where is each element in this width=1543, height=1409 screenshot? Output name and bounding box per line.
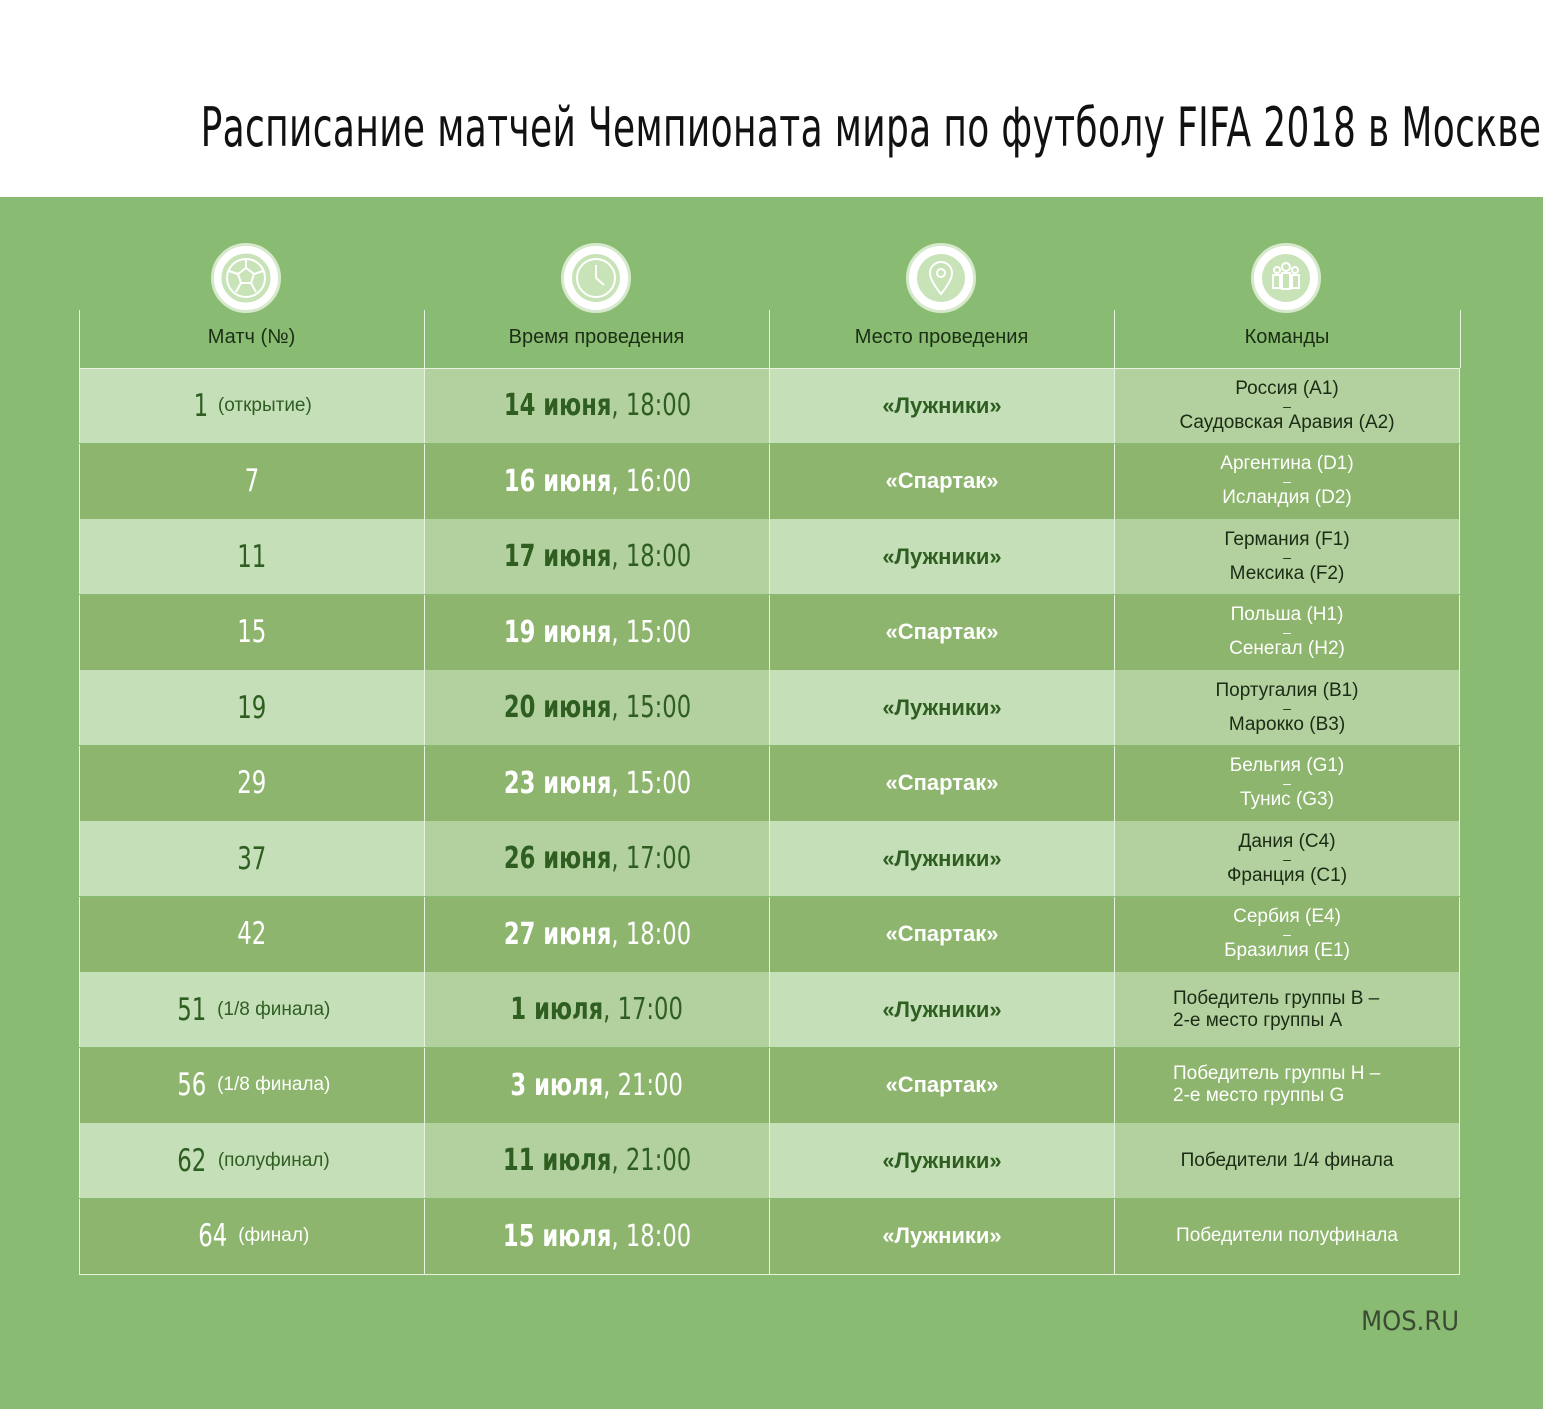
match-number: 7	[244, 463, 260, 499]
match-venue-cell	[769, 670, 1114, 745]
team-separator: –	[1283, 850, 1291, 867]
match-datetime	[511, 1068, 683, 1103]
match-date: 23 июня	[503, 765, 611, 801]
match-venue-cell	[769, 1048, 1114, 1123]
match-venue: «Лужники»	[882, 543, 1002, 569]
match-time-cell	[424, 897, 769, 972]
table-row	[79, 821, 1460, 896]
match-time: , 17:00	[603, 992, 684, 1027]
match-number: 64	[197, 1218, 228, 1254]
match-teams-cell	[1114, 444, 1460, 519]
match-number-cell	[79, 595, 424, 670]
team-home: Бельгия (G1)	[1229, 755, 1345, 776]
match-time: , 15:00	[610, 690, 691, 725]
team-separator: –	[1283, 548, 1291, 565]
team-away: Саудовская Аравия (A2)	[1179, 411, 1395, 433]
match-time-cell	[424, 595, 769, 670]
match-number: 37	[237, 840, 267, 877]
match-time-cell	[424, 1123, 769, 1198]
match-time: , 18:00	[611, 1218, 692, 1254]
match-datetime	[503, 690, 690, 725]
match-teams-cell	[1114, 1048, 1460, 1123]
match-venue: «Лужники»	[882, 845, 1002, 871]
team-home: Дания (C4)	[1238, 830, 1336, 852]
match-venue: «Лужники»	[882, 1147, 1002, 1173]
match-datetime	[503, 1143, 691, 1178]
match-venue: «Спартак»	[885, 619, 999, 644]
row-divider	[79, 1274, 1460, 1275]
match-time: , 15:00	[610, 614, 691, 650]
team-home: Сербия (E4)	[1233, 906, 1341, 927]
match-time-cell	[424, 670, 769, 745]
match-time: , 18:00	[610, 916, 691, 952]
match-teams-cell	[1114, 746, 1460, 821]
team-away: Тунис (G3)	[1240, 789, 1334, 810]
column-header-teams: Команды	[1244, 326, 1330, 348]
match-time-cell	[424, 444, 769, 519]
match-number: 1	[193, 387, 209, 424]
team-home: Португалия (B1)	[1215, 679, 1359, 701]
match-teams-cell	[1114, 368, 1460, 443]
match-venue: «Спартак»	[885, 468, 999, 493]
team-away: 2-е место группы G	[1173, 1085, 1345, 1106]
table-row	[79, 1123, 1460, 1198]
match-date: 3 июля	[510, 1067, 604, 1103]
match-teams-cell	[1114, 670, 1460, 745]
table-row	[79, 746, 1460, 821]
match-number-cell	[79, 821, 424, 896]
match-venue-cell	[769, 897, 1114, 972]
column-divider	[1460, 310, 1461, 368]
team-separator: –	[1283, 473, 1291, 489]
match-venue-cell	[769, 368, 1114, 443]
match-date: 27 июня	[503, 916, 611, 952]
team-home: Аргентина (D1)	[1220, 453, 1354, 474]
match-number: 15	[237, 614, 267, 650]
table-row	[79, 444, 1460, 519]
match-venue: «Спартак»	[885, 921, 999, 946]
match-number-cell	[79, 897, 424, 972]
match-teams-cell	[1114, 1123, 1460, 1198]
team-home: Победитель группы H –	[1173, 1063, 1381, 1084]
match-date: 15 июля	[502, 1218, 612, 1254]
team-home: Польша (H1)	[1230, 604, 1344, 625]
column-header-match: Матч (№)	[207, 326, 296, 348]
match-date: 20 июня	[503, 690, 611, 725]
match-datetime	[511, 992, 683, 1027]
match-date: 1 июля	[510, 992, 604, 1027]
match-venue: «Лужники»	[882, 1223, 1002, 1248]
match-time-cell	[424, 1199, 769, 1274]
table-row	[79, 1199, 1460, 1274]
match-venue: «Лужники»	[882, 392, 1002, 418]
header	[0, 0, 1543, 197]
team-away: Исландия (D2)	[1222, 487, 1352, 508]
team-icon	[1251, 243, 1321, 313]
match-venue-cell	[769, 1123, 1114, 1198]
match-time-cell	[424, 746, 769, 821]
table-row	[79, 972, 1460, 1047]
match-number-cell	[79, 670, 424, 745]
match-date: 17 июня	[503, 539, 611, 574]
row-divider	[79, 368, 1460, 369]
table-row	[79, 595, 1460, 670]
team-home: Победители 1/4 финала	[1180, 1149, 1394, 1171]
match-teams-cell	[1114, 595, 1460, 670]
match-number-cell	[79, 519, 424, 594]
team-away: Бразилия (E1)	[1224, 940, 1350, 961]
column-header-time: Время проведения	[508, 326, 685, 348]
match-number-cell	[79, 1199, 424, 1274]
match-number-cell	[79, 368, 424, 443]
match-date: 14 июня	[503, 388, 611, 423]
match-teams-cell	[1114, 821, 1460, 896]
match-stage-note: (1/8 финала)	[217, 1074, 331, 1095]
match-datetime	[503, 841, 690, 876]
team-away: Мексика (F2)	[1229, 562, 1345, 584]
match-date: 26 июня	[503, 841, 611, 876]
match-datetime	[503, 539, 690, 574]
clock-icon	[561, 243, 631, 313]
match-time: , 21:00	[603, 1067, 684, 1103]
team-home: Россия (A1)	[1235, 377, 1339, 399]
match-number-cell	[79, 746, 424, 821]
match-venue-cell	[769, 595, 1114, 670]
team-separator: –	[1283, 699, 1291, 716]
match-stage-note: (полуфинал)	[217, 1149, 330, 1171]
team-separator: –	[1283, 775, 1291, 791]
match-teams-cell	[1114, 972, 1460, 1047]
match-venue-cell	[769, 519, 1114, 594]
match-stage-note: (1/8 финала)	[217, 998, 331, 1020]
match-venue-cell	[769, 1199, 1114, 1274]
match-number-cell	[79, 444, 424, 519]
match-date: 16 июня	[503, 463, 611, 499]
match-time: , 16:00	[610, 463, 691, 499]
match-datetime	[503, 1219, 691, 1254]
team-separator: –	[1283, 926, 1291, 942]
table-row	[79, 1048, 1460, 1123]
match-venue: «Спартак»	[885, 1072, 999, 1097]
team-away: Франция (C1)	[1226, 864, 1348, 886]
match-time: , 17:00	[610, 841, 691, 876]
table-row	[79, 897, 1460, 972]
location-pin-icon	[906, 243, 976, 313]
match-number: 62	[177, 1142, 207, 1179]
match-number: 19	[237, 689, 267, 726]
match-time: , 18:00	[610, 388, 691, 423]
match-date: 11 июля	[502, 1143, 612, 1178]
team-away: Сенегал (H2)	[1229, 638, 1345, 659]
match-date: 19 июня	[503, 614, 611, 650]
match-teams-cell	[1114, 1199, 1460, 1274]
match-time-cell	[424, 821, 769, 896]
match-time: , 21:00	[611, 1143, 692, 1178]
team-home: Германия (F1)	[1224, 528, 1350, 550]
page-title: Расписание матчей Чемпионата мира по футболу FIFA 2018 в Москве	[200, 96, 1542, 159]
match-time: , 15:00	[610, 765, 691, 801]
team-separator: –	[1283, 624, 1291, 640]
match-time-cell	[424, 368, 769, 443]
match-number: 11	[237, 538, 267, 575]
team-home: Победитель группы B –	[1173, 987, 1380, 1009]
match-datetime	[503, 388, 690, 423]
match-venue-cell	[769, 444, 1114, 519]
match-number-cell	[79, 1048, 424, 1123]
match-venue-cell	[769, 821, 1114, 896]
match-number: 42	[237, 916, 267, 952]
football-icon	[211, 243, 281, 313]
table-row	[79, 368, 1460, 443]
match-number: 51	[176, 991, 206, 1028]
match-venue-cell	[769, 972, 1114, 1047]
match-venue: «Лужники»	[882, 996, 1002, 1022]
match-time-cell	[424, 972, 769, 1047]
match-number-cell	[79, 1123, 424, 1198]
match-venue: «Лужники»	[882, 694, 1002, 720]
team-away: Марокко (B3)	[1228, 713, 1346, 735]
match-venue: «Спартак»	[885, 770, 999, 795]
match-time-cell	[424, 519, 769, 594]
match-venue-cell	[769, 746, 1114, 821]
team-away: 2-е место группы A	[1173, 1009, 1343, 1031]
match-number: 56	[176, 1067, 206, 1103]
match-teams-cell	[1114, 897, 1460, 972]
match-teams-cell	[1114, 519, 1460, 594]
team-separator: –	[1283, 397, 1291, 414]
match-datetime	[503, 615, 690, 650]
match-datetime	[503, 917, 690, 952]
table-row	[79, 519, 1460, 594]
footer-logo: MOS.RU	[1361, 1306, 1459, 1337]
match-number-cell	[79, 972, 424, 1047]
match-time-cell	[424, 1048, 769, 1123]
match-time: , 18:00	[610, 539, 691, 574]
column-header-venue: Место проведения	[854, 326, 1029, 348]
table-row	[79, 670, 1460, 745]
match-datetime	[503, 464, 690, 499]
match-datetime	[503, 766, 690, 801]
match-stage-note: (финал)	[238, 1225, 310, 1246]
team-home: Победители полуфинала	[1176, 1225, 1398, 1246]
match-number: 29	[237, 765, 267, 801]
match-stage-note: (открытие)	[217, 394, 312, 416]
